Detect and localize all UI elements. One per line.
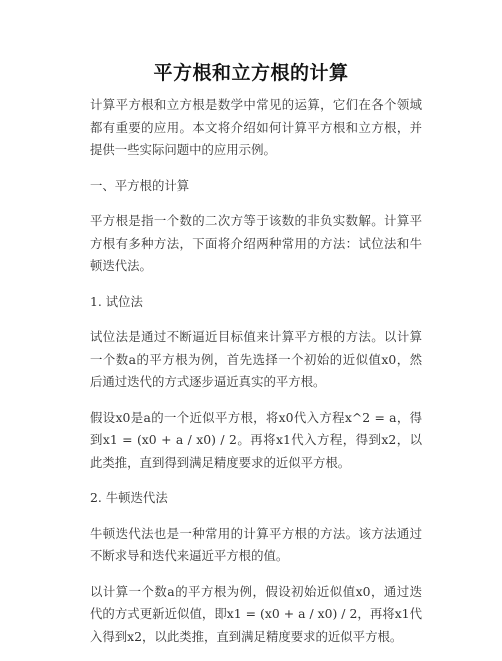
paragraph-intro: 计算平方根和立方根是数学中常见的运算，它们在各个领域都有重要的应用。本文将介绍如何计算平方根和立方根，并提供一些实际问题中的应用示例。 [90, 97, 422, 157]
document-body [90, 94, 422, 661]
paragraph-trial-method: 试位法是通过不断逼近目标值来计算平方根的方法。以计算一个数a的平方根为例，首先选择一个初始的近似值x0，然后通过迭代的方式逐步逼近真实的平方根。 [90, 329, 422, 389]
subheading-newton-method: 2. 牛顿迭代法 [90, 490, 168, 505]
paragraph-square-root-definition: 平方根是指一个数的二次方等于该数的非负实数解。计算平方根有多种方法，下面将介绍两种常用的方法：试位法和牛顿迭代法。 [90, 213, 422, 273]
paragraph-newton-method: 牛顿迭代法也是一种常用的计算平方根的方法。该方法通过不断求导和迭代来逼近平方根的值。 [90, 525, 422, 563]
paragraph-trial-method-iteration: 假设x0是a的一个近似平方根，将x0代入方程x^2 = a，得到x1 = (x0 + a / x0) / 2。再将x1代入方程，得到x2，以此类推，直到得到满足精度要求的近似平方根。 [90, 409, 422, 470]
paragraph-newton-method-example: 以计算一个数a的平方根为例，假设初始近似值x0，通过迭代的方式更新近似值，即x1 = (x0 + a / x0) / 2，再将x1代入得到x2，以此类推，直到满足精度要求的近似平方根。 [90, 583, 422, 644]
subheading-trial-method: 1. 试位法 [90, 293, 143, 309]
section-heading-square-root: 一、平方根的计算 [90, 177, 190, 193]
document-title: 平方根和立方根的计算 [153, 62, 349, 84]
